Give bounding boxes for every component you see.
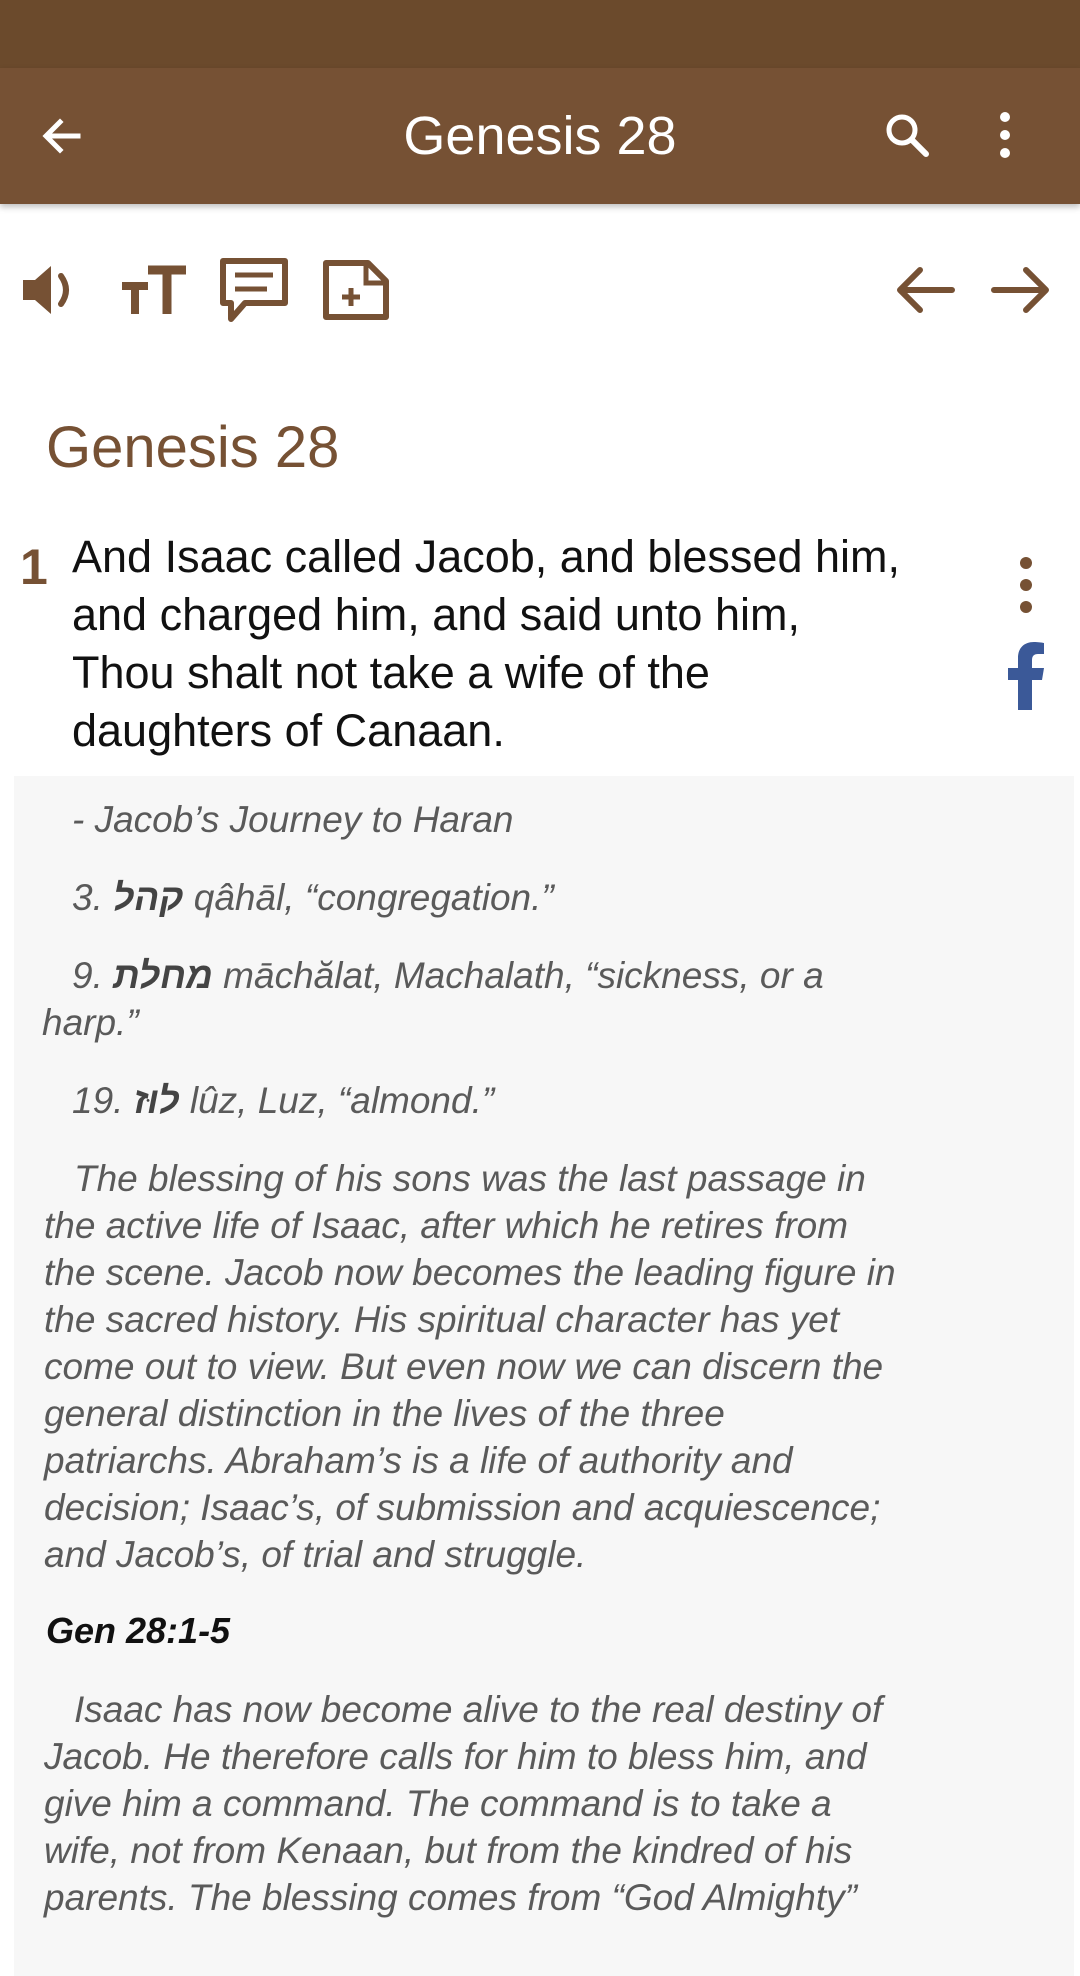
note-text: māchălat, Machalath, “sickness, or a xyxy=(223,955,824,996)
note-number: 9. xyxy=(72,955,103,996)
commentary-line: general distinction in the lives of the three xyxy=(44,1393,725,1434)
reading-toolbar xyxy=(0,240,1080,340)
facebook-share-button[interactable] xyxy=(996,638,1056,714)
commentary-line: wife, not from Kenaan, but from the kindred of his xyxy=(44,1830,853,1871)
app-bar-title: Genesis 28 xyxy=(403,106,677,166)
search-button[interactable] xyxy=(872,100,942,170)
verse-line: And Isaac called Jacob, and blessed him, xyxy=(72,531,900,582)
verse-line: and charged him, and said unto him, xyxy=(72,589,800,640)
facebook-icon xyxy=(1006,642,1046,710)
search-icon xyxy=(882,110,932,160)
verse-line: daughters of Canaan. xyxy=(72,705,505,756)
commentary-line: patriarchs. Abraham’s is a life of authority and xyxy=(44,1440,793,1481)
verse-text xyxy=(72,528,992,760)
verse-number: 1 xyxy=(20,539,48,595)
note-text: lûz, Luz, “almond.” xyxy=(189,1080,495,1121)
passage-reference: Gen 28:1-5 xyxy=(46,1610,231,1651)
status-bar xyxy=(0,0,1080,68)
commentary-line: give him a command. The command is to take a xyxy=(44,1783,832,1824)
overflow-menu-button[interactable] xyxy=(970,100,1040,170)
note-number: 19. xyxy=(72,1080,124,1121)
commentary-line: The blessing of his sons was the last passage in xyxy=(74,1158,866,1199)
commentary-paragraph xyxy=(44,1686,1054,1921)
comment-icon xyxy=(217,255,291,325)
add-note-icon xyxy=(320,257,392,323)
comment-button[interactable] xyxy=(212,248,296,332)
note-text: qâhāl, “congregation.” xyxy=(193,877,554,918)
text-size-button[interactable] xyxy=(112,248,196,332)
commentary-line: and Jacob’s, of trial and struggle. xyxy=(44,1534,587,1575)
commentary-paragraph xyxy=(44,1155,1054,1578)
commentary-line: Isaac has now become alive to the real destiny of xyxy=(74,1689,883,1730)
commentary-section-heading: - Jacob’s Journey to Haran xyxy=(72,799,514,840)
commentary-line: decision; Isaac’s, of submission and acquiescence; xyxy=(44,1487,881,1528)
note-number: 3. xyxy=(72,877,103,918)
app-bar xyxy=(0,68,1080,204)
commentary-line: the sacred history. His spiritual character has yet xyxy=(44,1299,840,1340)
arrow-left-icon xyxy=(892,262,956,318)
note-19 xyxy=(72,1077,494,1124)
commentary-line: come out to view. But even now we can discern the xyxy=(44,1346,884,1387)
speaker-icon xyxy=(17,260,87,320)
commentary-line: the active life of Isaac, after which he retires from xyxy=(44,1205,849,1246)
commentary-panel xyxy=(14,776,1074,1976)
audio-button[interactable] xyxy=(10,248,94,332)
verse-line: Thou shalt not take a wife of the xyxy=(72,647,710,698)
note-3 xyxy=(72,874,554,921)
previous-chapter-button[interactable] xyxy=(882,248,966,332)
hebrew-word: קהל xyxy=(113,877,184,918)
note-9 xyxy=(72,952,824,999)
text-size-icon xyxy=(118,260,190,320)
next-chapter-button[interactable] xyxy=(980,248,1064,332)
hebrew-word: לוּז xyxy=(133,1080,180,1121)
verse-menu-button[interactable] xyxy=(1000,550,1052,620)
more-vertical-icon xyxy=(995,110,1015,160)
commentary-line: parents. The blessing comes from “God Almighty” xyxy=(44,1877,857,1918)
hebrew-word: מחלת xyxy=(113,955,213,996)
add-note-button[interactable] xyxy=(314,248,398,332)
commentary-line: Jacob. He therefore calls for him to bless him, and xyxy=(44,1736,867,1777)
more-vertical-icon xyxy=(1016,555,1036,615)
commentary-line: the scene. Jacob now becomes the leading figure in xyxy=(44,1252,896,1293)
note-9-continuation: harp.” xyxy=(42,1002,139,1043)
chapter-title: Genesis 28 xyxy=(46,415,340,480)
arrow-right-icon xyxy=(990,262,1054,318)
